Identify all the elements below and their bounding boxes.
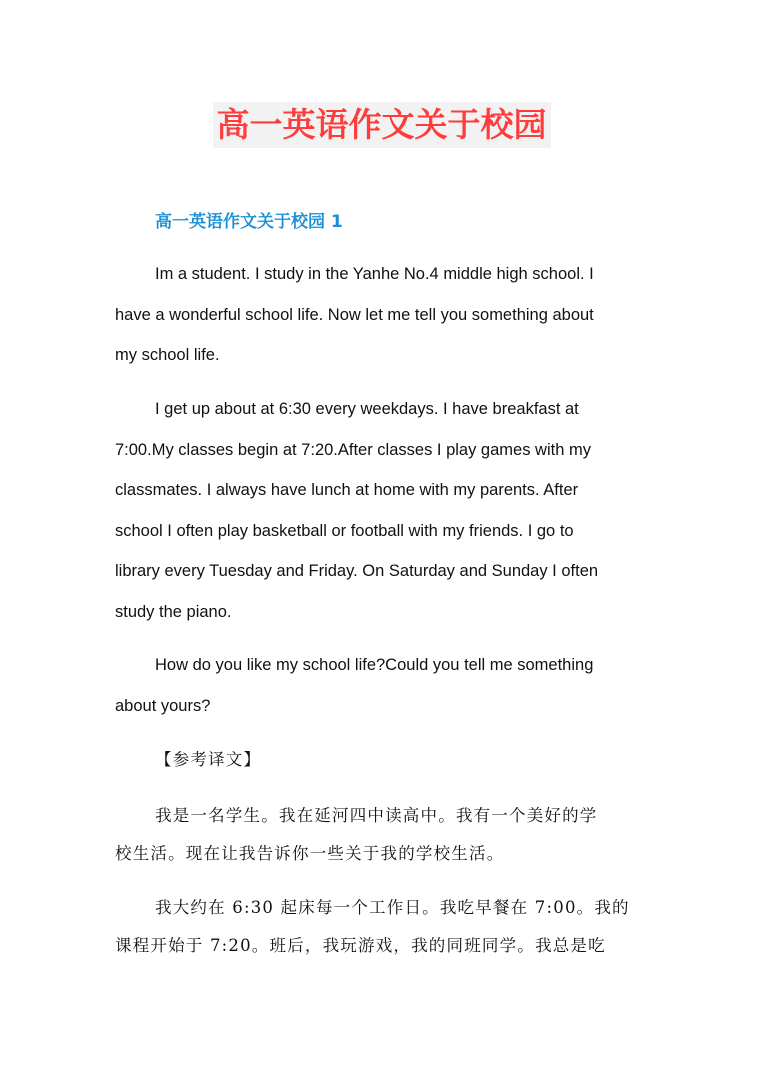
cn-paragraph-2 bbox=[115, 889, 640, 965]
paragraph-line: my school life. bbox=[115, 346, 220, 364]
paragraph-line: study the piano. bbox=[115, 602, 232, 621]
paragraph-line: Im a student. I study in the Yanhe No.4 middle high school. I bbox=[155, 265, 594, 283]
paragraph-line: How do you like my school life?Could you tell me something bbox=[155, 656, 594, 674]
document-title: 高一英语作文关于校园 bbox=[213, 102, 551, 148]
paragraph-line: school I often play basketball or football with my friends. I go to bbox=[115, 521, 574, 540]
paragraph-line: 我大约在 6:30 起床每一个工作日。我吃早餐在 7:00。我的 bbox=[155, 898, 630, 917]
cn-paragraph-1 bbox=[115, 797, 640, 873]
document-title-wrap bbox=[0, 102, 763, 148]
paragraph-2 bbox=[115, 389, 640, 632]
paragraph-line: 课程开始于 7:20。班后，我玩游戏，我的同班同学。我总是吃 bbox=[115, 936, 606, 955]
paragraph-line: about yours? bbox=[115, 696, 211, 715]
reference-translation-label bbox=[115, 741, 640, 779]
section-heading: 高一英语作文关于校园 1 bbox=[155, 212, 343, 232]
paragraph-3 bbox=[115, 645, 640, 726]
paragraph-line: library every Tuesday and Friday. On Saturday and Sunday I often bbox=[115, 562, 599, 580]
paragraph-line: I get up about at 6:30 every weekdays. I have breakfast at bbox=[155, 400, 579, 418]
paragraph-line: classmates. I always have lunch at home with my parents. After bbox=[115, 481, 579, 499]
reference-label: 【参考译文】 bbox=[155, 750, 262, 769]
paragraph-line: 7:00.My classes begin at 7:20.After classes I play games with my bbox=[115, 440, 591, 459]
paragraph-line: 我是一名学生。我在延河四中读高中。我有一个美好的学 bbox=[155, 806, 598, 825]
paragraph-line: have a wonderful school life. Now let me tell you something about bbox=[115, 305, 594, 324]
paragraph-1 bbox=[115, 254, 640, 376]
paragraph-line: 校生活。现在让我告诉你一些关于我的学校生活。 bbox=[115, 844, 505, 863]
